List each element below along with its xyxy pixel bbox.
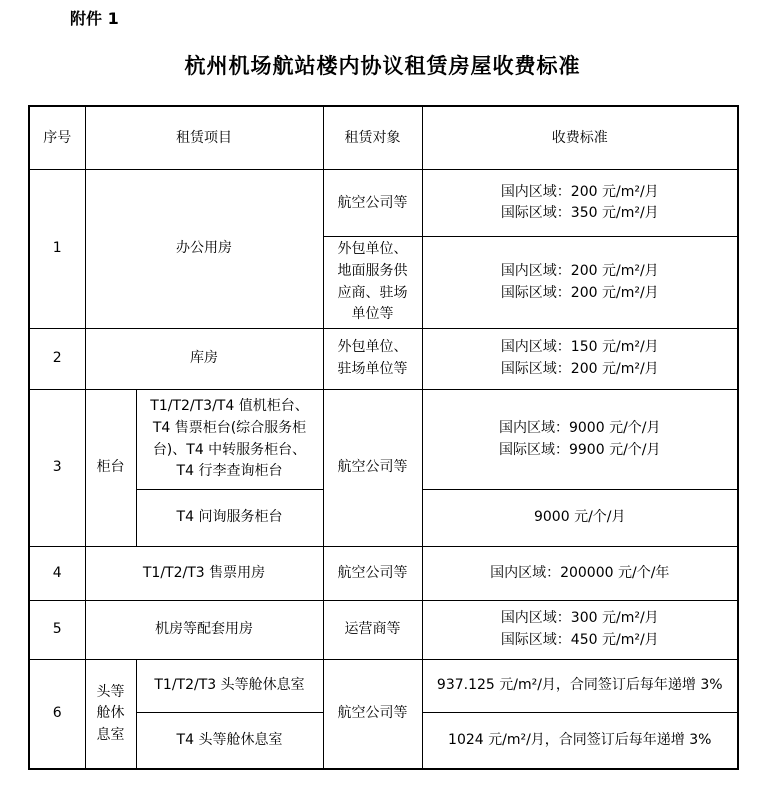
fee-line: 937.125 元/m²/月，合同签订后每年递增 3% [436,677,723,694]
row3b-fee-cell [422,490,738,547]
fee-line: 1024 元/m²/月，合同签订后每年递增 3% [448,731,712,748]
row6b-project-cell: T4 头等舱休息室 [136,713,323,770]
row2-fee-cell [422,329,738,390]
header-tenant: 租赁对象 [323,106,422,170]
row3-index-cell: 3 [29,390,85,547]
row1a-tenant-cell: 航空公司等 [323,170,422,237]
fee-line: 国内区域：300 元/m²/月 [500,610,659,627]
row6-tenant-cell: 航空公司等 [323,660,422,770]
row3a-project-cell: T1/T2/T3/T4 值机柜台、T4 售票柜台(综合服务柜台)、T4 中转服务柜台、T4 行李查询柜台 [136,390,323,490]
document-sheet [28,0,737,770]
row1b-tenant-cell: 外包单位、地面服务供应商、驻场单位等 [323,237,422,329]
row6-group-cell: 头等舱休息室 [85,660,136,770]
fee-line: 国际区域：450 元/m²/月 [500,632,659,649]
fee-line: 9000 元/个/月 [533,509,626,526]
row2-index-cell: 2 [29,329,85,390]
row6a-fee-cell [422,660,738,713]
table-row-5 [29,601,738,660]
row3-group-cell: 柜台 [85,390,136,547]
row2-tenant-cell: 外包单位、驻场单位等 [323,329,422,390]
row5-index-cell: 5 [29,601,85,660]
table-row-1a [29,170,738,237]
fee-line: 国际区域：200 元/m²/月 [500,361,659,378]
row3b-project-cell: T4 问询服务柜台 [136,490,323,547]
row4-project-cell: T1/T2/T3 售票用房 [85,547,323,601]
row5-project-cell: 机房等配套用房 [85,601,323,660]
header-standard: 收费标准 [422,106,738,170]
row1b-fee-cell [422,237,738,329]
row6b-fee-cell [422,713,738,770]
row1-project-cell: 办公用房 [85,170,323,329]
table-row-4 [29,547,738,601]
header-project: 租赁项目 [85,106,323,170]
fee-line: 国际区域：200 元/m²/月 [500,284,659,301]
page-title: 杭州机场航站楼内协议租赁房屋收费标准 [184,54,581,79]
table-row-3a [29,390,738,490]
fee-line: 国际区域：350 元/m²/月 [500,205,659,222]
row4-index-cell: 4 [29,547,85,601]
row5-tenant-cell: 运营商等 [323,601,422,660]
row3a-fee-cell [422,390,738,490]
fee-line: 国际区域：9900 元/个/月 [498,441,661,458]
fee-line: 国内区域：200 元/m²/月 [500,183,659,200]
row4-fee-cell [422,547,738,601]
table-row-6a [29,660,738,713]
row1a-fee-cell [422,170,738,237]
fee-line: 国内区域：150 元/m²/月 [500,339,659,356]
fee-line: 国内区域：200 元/m²/月 [500,263,659,280]
row4-tenant-cell: 航空公司等 [323,547,422,601]
row2-project-cell: 库房 [85,329,323,390]
fee-line: 国内区域：200000 元/个/年 [490,564,670,581]
row6-index-cell: 6 [29,660,85,770]
table-row-2 [29,329,738,390]
fee-line: 国内区域：9000 元/个/月 [498,419,661,436]
row6a-project-cell: T1/T2/T3 头等舱休息室 [136,660,323,713]
header-index: 序号 [29,106,85,170]
fee-standard-table [28,105,739,770]
row3-tenant-cell: 航空公司等 [323,390,422,547]
row5-fee-cell [422,601,738,660]
row1-index-cell: 1 [29,170,85,329]
attachment-label: 附件 1 [70,9,119,28]
header-row [29,106,738,170]
